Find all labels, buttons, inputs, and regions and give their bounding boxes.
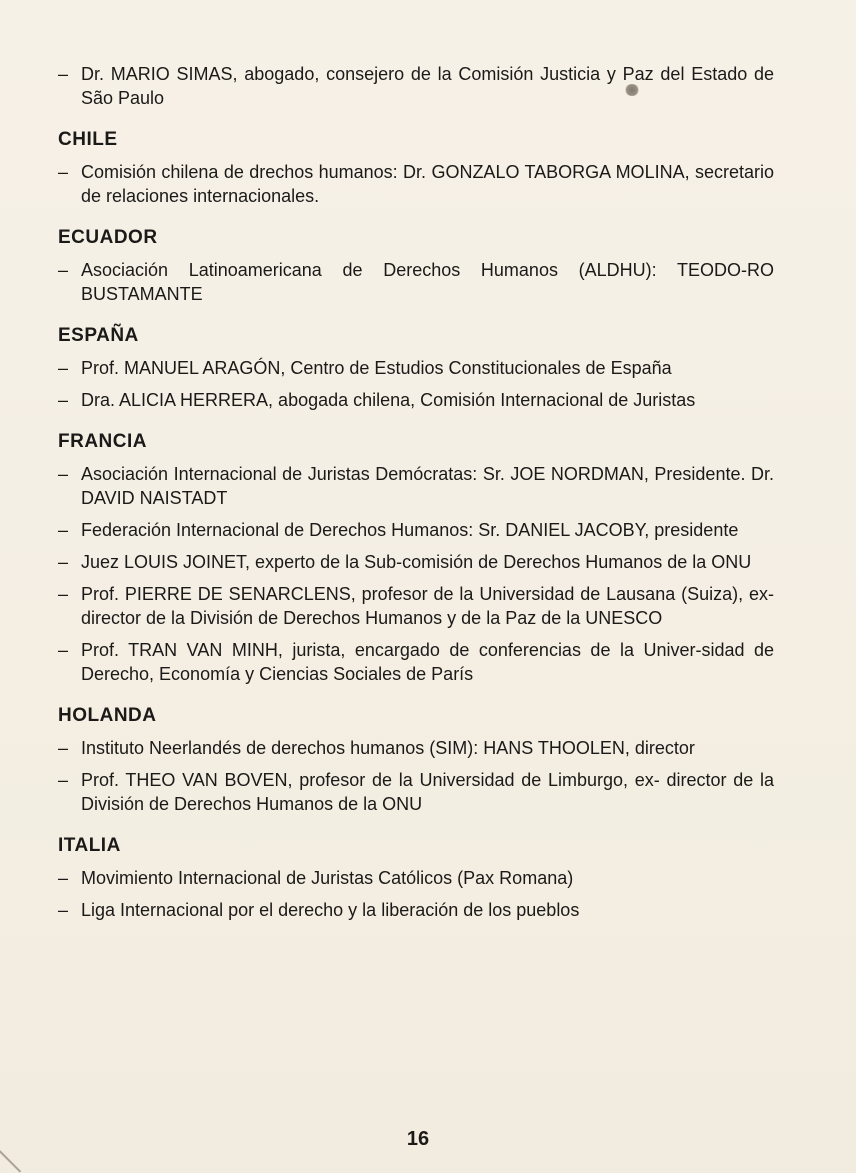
country-heading: ITALIA: [58, 835, 121, 856]
section-francia: [58, 430, 774, 686]
list-dash: –: [58, 64, 69, 84]
list-item-text: Asociación Internacional de Juristas Demócratas: Sr. JOE NORDMAN, Presidente. Dr. DAVID NAISTADT: [81, 464, 774, 508]
list-item: [58, 582, 774, 630]
document-body: [58, 62, 774, 930]
list-item: [58, 768, 774, 816]
list-dash: –: [58, 464, 69, 484]
list-item-text: Prof. MANUEL ARAGÓN, Centro de Estudios Constitucionales de España: [81, 358, 672, 378]
list-dash: –: [58, 770, 69, 790]
list-dash: –: [58, 738, 69, 758]
country-heading: CHILE: [58, 129, 118, 150]
country-heading: FRANCIA: [58, 431, 147, 452]
list-item-text: Movimiento Internacional de Juristas Católicos (Pax Romana): [81, 868, 574, 888]
list-item: [58, 898, 774, 922]
list-item: [58, 62, 774, 110]
country-heading: ECUADOR: [58, 227, 158, 248]
list-item-text: Prof. PIERRE DE SENARCLENS, profesor de la Universidad de Lausana (Suiza), ex-director de la División de Derechos Humanos y de la Paz de la UNESCO: [81, 584, 774, 628]
list-item: [58, 356, 774, 380]
section-espana: [58, 324, 774, 412]
section-ecuador: [58, 226, 774, 306]
list-item: [58, 462, 774, 510]
list-item-text: Prof. THEO VAN BOVEN, profesor de la Universidad de Limburgo, ex- director de la División de Derechos Humanos de la ONU: [81, 770, 774, 814]
list-dash: –: [58, 260, 69, 280]
list-item: [58, 638, 774, 686]
list-item-text: Prof. TRAN VAN MINH, jurista, encargado de conferencias de la Univer-sidad de Derecho, Economía y Ciencias Sociales de París: [81, 640, 774, 684]
list-dash: –: [58, 162, 69, 182]
list-item: [58, 258, 774, 306]
list-item-text: Dr. MARIO SIMAS, abogado, consejero de la Comisión Justicia y Paz del Estado de São Paulo: [81, 64, 774, 108]
section-italia: [58, 834, 774, 922]
page-number: 16: [406, 1128, 430, 1150]
country-heading: HOLANDA: [58, 705, 157, 726]
list-item-text: Comisión chilena de drechos humanos: Dr. GONZALO TABORGA MOLINA, secretario de relaciones internacionales.: [81, 162, 774, 206]
list-item: [58, 160, 774, 208]
intro-section: [58, 62, 774, 110]
list-dash: –: [58, 584, 69, 604]
list-item: [58, 550, 774, 574]
list-item-text: Asociación Latinoamericana de Derechos Humanos (ALDHU): TEODO-RO BUSTAMANTE: [81, 260, 774, 304]
list-dash: –: [58, 868, 69, 888]
corner-mark: [0, 1150, 21, 1173]
list-item-text: Liga Internacional por el derecho y la liberación de los pueblos: [81, 900, 580, 920]
list-dash: –: [58, 552, 69, 572]
list-item: [58, 736, 774, 760]
section-chile: [58, 128, 774, 208]
list-dash: –: [58, 390, 69, 410]
list-item-text: Dra. ALICIA HERRERA, abogada chilena, Comisión Internacional de Juristas: [81, 390, 696, 410]
country-heading: ESPAÑA: [58, 325, 139, 346]
list-item-text: Federación Internacional de Derechos Humanos: Sr. DANIEL JACOBY, presidente: [81, 520, 739, 540]
list-dash: –: [58, 900, 69, 920]
section-holanda: [58, 704, 774, 816]
list-item: [58, 388, 774, 412]
list-item-text: Instituto Neerlandés de derechos humanos (SIM): HANS THOOLEN, director: [81, 738, 695, 758]
list-dash: –: [58, 640, 69, 660]
list-item-text: Juez LOUIS JOINET, experto de la Sub-comisión de Derechos Humanos de la ONU: [81, 552, 752, 572]
list-item: [58, 518, 774, 542]
list-item: [58, 866, 774, 890]
list-dash: –: [58, 520, 69, 540]
list-dash: –: [58, 358, 69, 378]
